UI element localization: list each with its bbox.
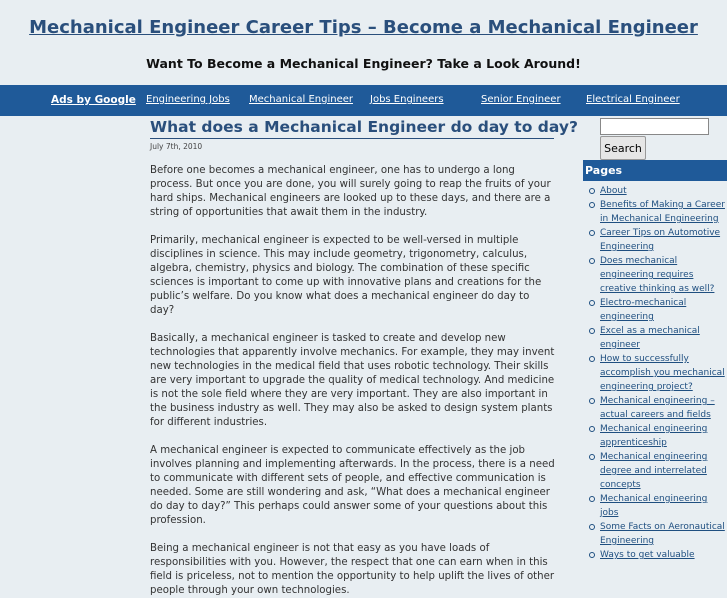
- post-paragraph: Basically, a mechanical engineer is tasked to create and develop new technologies that apparently involve mechanics. For example, they may invent new technologies in the medical field that uses robotic technology. Their skills are very important to upgrade the quality of medical technology. And medicine is not the sole field where they are very important. They are also important in the business industry as well. They may also be asked to design system plants for different industries.: [150, 333, 555, 428]
- nav-engineering-jobs[interactable]: Engineering Jobs: [146, 94, 230, 105]
- page-link-item[interactable]: [583, 226, 727, 254]
- page-link-item[interactable]: [583, 296, 727, 324]
- page-link-item[interactable]: [583, 254, 727, 296]
- post-paragraph: Being a mechanical engineer is not that easy as you have loads of responsibilities with you. However, the respect that one can earn when in this field is priceless, not to mention the opportunity to help uplift the lives of other people through your own technologies.: [150, 543, 555, 596]
- page-link-item[interactable]: [583, 394, 727, 422]
- page-link-label[interactable]: About: [600, 186, 627, 196]
- post-body: [150, 164, 556, 598]
- main-content: [150, 116, 578, 596]
- site-title-link[interactable]: Mechanical Engineer Career Tips – Become a Mechanical Engineer: [29, 17, 698, 38]
- nav-ads-by-google[interactable]: Ads by Google: [51, 94, 136, 106]
- page-link-label[interactable]: Career Tips on Automotive Engineering: [600, 228, 721, 252]
- page-link-item[interactable]: [583, 548, 727, 562]
- page-link-label[interactable]: Electro-mechanical engineering: [600, 298, 687, 322]
- post-paragraph: A mechanical engineer is expected to communicate effectively as the job involves planning and implementing afterwards. In the process, there is a need to communicate with different sets of people, and effective communication is needed. Some are still wondering and ask, “What does a mechanical engineer do day to day?” This perhaps could answer some of your questions about this profession.: [150, 445, 555, 526]
- page-link-item[interactable]: [583, 520, 727, 548]
- search-input[interactable]: [600, 118, 709, 135]
- site-header: [0, 0, 727, 85]
- nav-mechanical-engineer[interactable]: Mechanical Engineer: [249, 94, 353, 105]
- page-link-item[interactable]: [583, 352, 727, 394]
- page-link-label[interactable]: Mechanical engineering jobs: [600, 494, 708, 518]
- search-button[interactable]: Search: [600, 136, 646, 160]
- page-link-label[interactable]: Mechanical engineering apprenticeship: [600, 424, 708, 448]
- page-link-item[interactable]: [583, 324, 727, 352]
- page-link-label[interactable]: Some Facts on Aeronautical Engineering: [600, 522, 725, 546]
- post-paragraph: Primarily, mechanical engineer is expected to be well-versed in multiple disciplines in science. This may include geometry, trigonometry, calculus, algebra, chemistry, physics and biology. The combination of these specific sciences is important to come up with innovative plans and creations for the public’s welfare. Do you know what does a mechanical engineer do day to day?: [150, 235, 542, 316]
- post-paragraph: Before one becomes a mechanical engineer, one has to undergo a long process. But once you are done, you will surely going to reap the fruits of your hard ships. Mechanical engineers are looked up to these days, and there are a string of opportunities that await them in the industry.: [150, 165, 551, 218]
- post-title[interactable]: What does a Mechanical Engineer do day to day?: [150, 118, 554, 139]
- page-link-item[interactable]: [583, 450, 727, 492]
- sidebar: [583, 116, 727, 560]
- page-link-label[interactable]: Benefits of Making a Career in Mechanical Engineering: [600, 200, 725, 224]
- page-link-item[interactable]: [583, 184, 727, 198]
- page-link-item[interactable]: [583, 422, 727, 450]
- site-tagline: Want To Become a Mechanical Engineer? Take a Look Around!: [146, 56, 581, 71]
- nav-bar: [0, 85, 727, 116]
- nav-senior-engineer[interactable]: Senior Engineer: [481, 94, 561, 105]
- post-date: July 7th, 2010: [150, 142, 203, 151]
- page-link-label[interactable]: Ways to get valuable: [600, 550, 695, 560]
- nav-electrical-engineer[interactable]: Electrical Engineer: [586, 94, 680, 105]
- page-link-label[interactable]: Mechanical engineering – actual careers and fields: [600, 396, 715, 420]
- page-link-label[interactable]: Mechanical engineering degree and interrelated concepts: [600, 452, 708, 490]
- page-link-label[interactable]: Excel as a mechanical engineer: [600, 326, 700, 350]
- page-link-item[interactable]: [583, 492, 727, 520]
- pages-list: [583, 184, 727, 562]
- nav-jobs-engineers[interactable]: Jobs Engineers: [370, 94, 444, 105]
- page-link-label[interactable]: How to successfully accomplish you mechanical engineering project?: [600, 354, 725, 392]
- page-link-item[interactable]: [583, 198, 727, 226]
- page-link-label[interactable]: Does mechanical engineering requires creative thinking as well?: [600, 256, 715, 294]
- pages-heading: Pages: [583, 160, 727, 181]
